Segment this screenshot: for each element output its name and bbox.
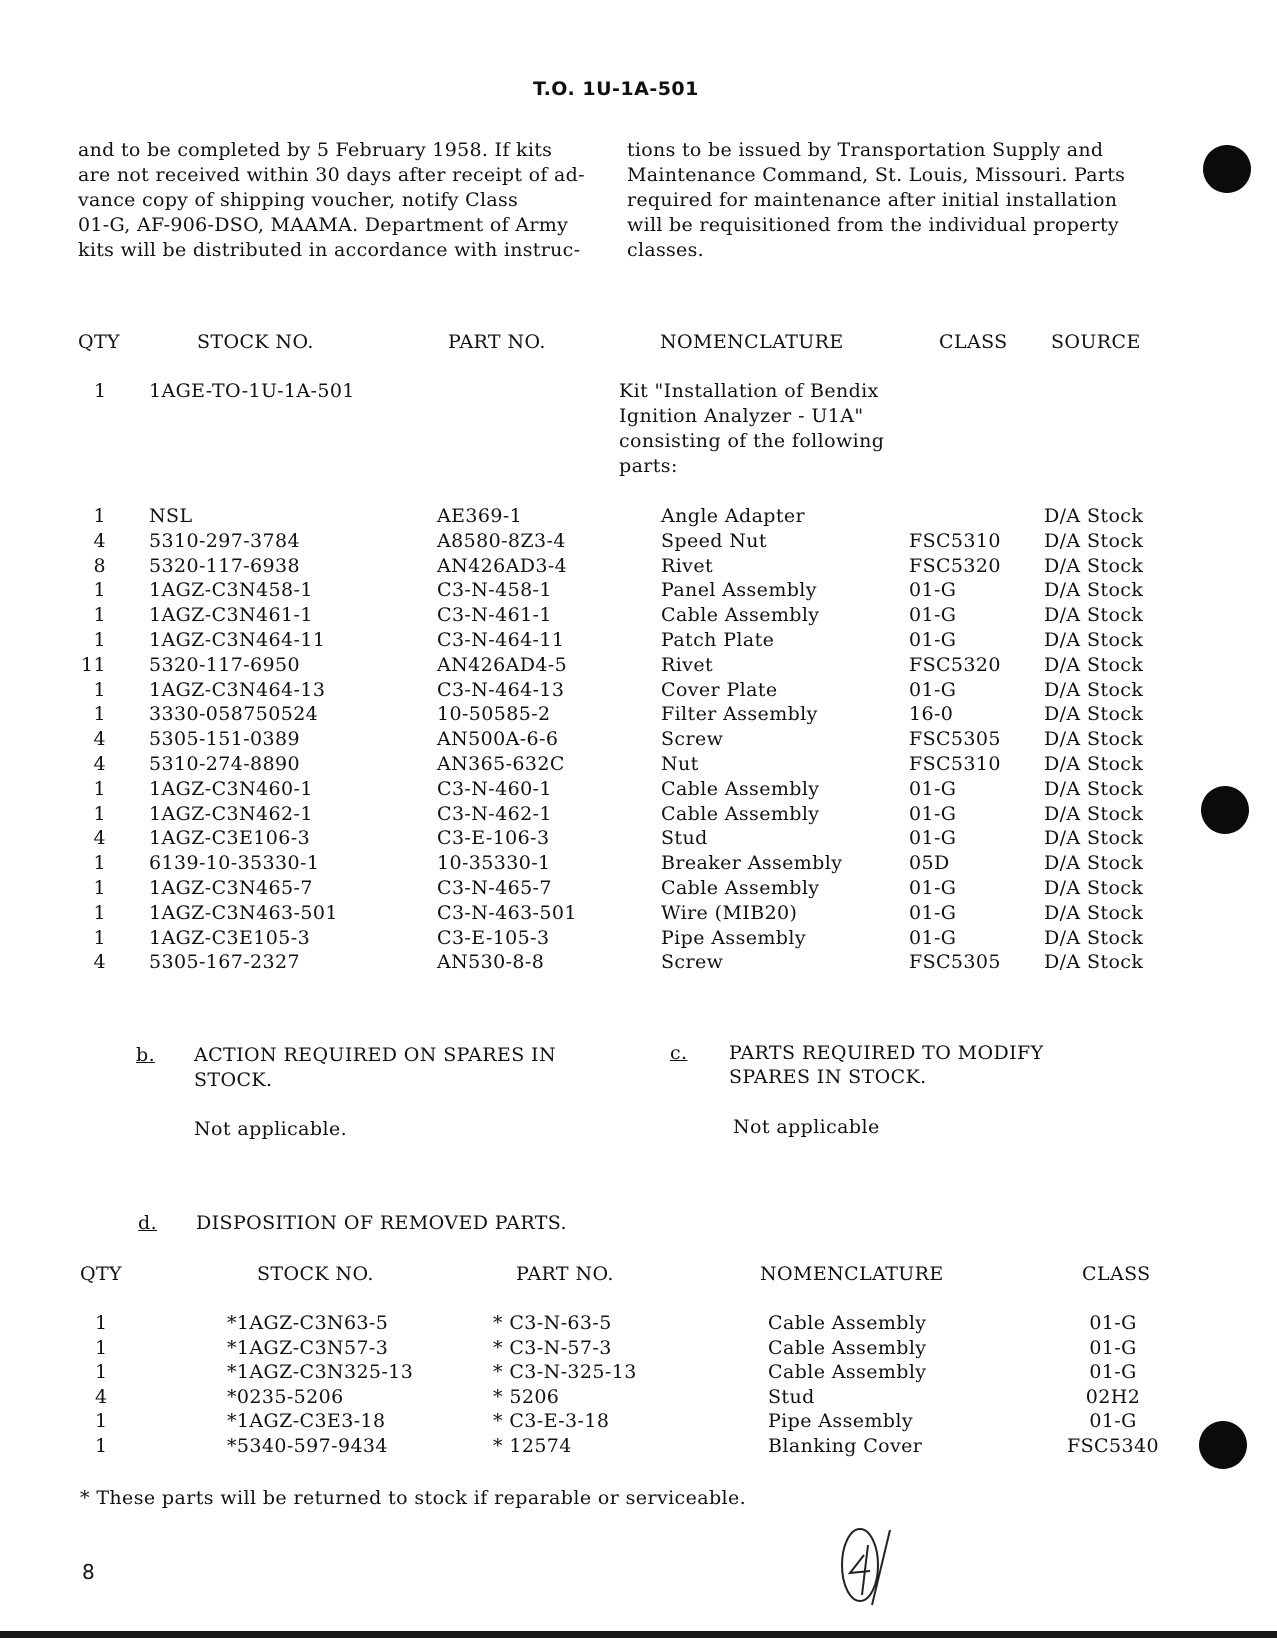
kit-cell-stock: 1AGZ-C3N465-7 xyxy=(149,877,313,899)
removed-cell-nomenclature: Blanking Cover xyxy=(768,1435,923,1457)
kit-cell-class: 01-G xyxy=(909,629,957,651)
removed-cell-stock: *1AGZ-C3N63-5 xyxy=(227,1312,389,1334)
section-d-title: DISPOSITION OF REMOVED PARTS. xyxy=(196,1212,567,1234)
document-number: T.O. 1U-1A-501 xyxy=(533,78,699,100)
removed-cell-class: 01-G xyxy=(1089,1312,1137,1334)
kit-cell-nomenclature: Pipe Assembly xyxy=(661,927,806,949)
kit-cell-qty: 1 xyxy=(93,852,106,874)
removed-cell-stock: *1AGZ-C3N57-3 xyxy=(227,1337,389,1359)
kit-cell-qty: 1 xyxy=(93,902,106,924)
kit-cell-qty: 11 xyxy=(81,654,106,676)
kit-cell-qty: 1 xyxy=(93,877,106,899)
kit-cell-source: D/A Stock xyxy=(1044,654,1144,676)
kit-cell-part: C3-N-460-1 xyxy=(437,778,552,800)
removed-cell-class: 02H2 xyxy=(1085,1386,1141,1408)
handwritten-mark xyxy=(830,1525,910,1615)
kit-header-source: SOURCE xyxy=(1051,331,1141,353)
kit-cell-stock: 5305-167-2327 xyxy=(149,951,301,973)
kit-cell-class: 01-G xyxy=(909,877,957,899)
kit-cell-part: C3-N-462-1 xyxy=(437,803,552,825)
kit-cell-nomenclature: Patch Plate xyxy=(661,629,775,651)
kit-header-stock: STOCK NO. xyxy=(197,331,314,353)
kit-cell-stock: 5320-117-6938 xyxy=(149,555,301,577)
kit-cell-stock: 1AGZ-C3N461-1 xyxy=(149,604,313,626)
section-c-title-line2: SPARES IN STOCK. xyxy=(729,1066,927,1088)
kit-cell-qty: 1 xyxy=(93,679,106,701)
removed-cell-qty: 1 xyxy=(95,1337,108,1359)
kit-header-part: PART NO. xyxy=(448,331,546,353)
section-c-body: Not applicable xyxy=(733,1116,880,1138)
removed-cell-qty: 1 xyxy=(95,1361,108,1383)
removed-cell-nomenclature: Cable Assembly xyxy=(768,1337,927,1359)
kit-cell-nomenclature: Cable Assembly xyxy=(661,604,820,626)
removed-cell-qty: 1 xyxy=(95,1410,108,1432)
section-b-letter: b. xyxy=(136,1044,156,1066)
kit-cell-stock: 1AGZ-C3N464-11 xyxy=(149,629,326,651)
kit-cell-class: 01-G xyxy=(909,827,957,849)
kit-cell-class: FSC5305 xyxy=(909,951,1001,973)
removed-header-part: PART NO. xyxy=(516,1263,614,1285)
kit-desc-line: Ignition Analyzer - U1A" xyxy=(619,405,864,427)
footnote: * These parts will be returned to stock if reparable or serviceable. xyxy=(80,1487,747,1509)
kit-cell-nomenclature: Cable Assembly xyxy=(661,877,820,899)
kit-cell-part: 10-50585-2 xyxy=(437,703,551,725)
kit-cell-source: D/A Stock xyxy=(1044,579,1144,601)
kit-cell-class: FSC5305 xyxy=(909,728,1001,750)
kit-cell-part: AN500A-6-6 xyxy=(437,728,559,750)
section-b-title-line2: STOCK. xyxy=(194,1069,273,1091)
removed-cell-stock: *1AGZ-C3E3-18 xyxy=(227,1410,386,1432)
kit-cell-stock: 5310-297-3784 xyxy=(149,530,301,552)
kit-cell-class: FSC5310 xyxy=(909,753,1001,775)
kit-cell-qty: 1 xyxy=(93,778,106,800)
kit-cell-part: AN426AD4-5 xyxy=(437,654,568,676)
kit-cell-source: D/A Stock xyxy=(1044,629,1144,651)
kit-cell-part: C3-N-465-7 xyxy=(437,877,552,899)
kit-cell-stock: NSL xyxy=(149,505,193,527)
kit-cell-source: D/A Stock xyxy=(1044,927,1144,949)
removed-cell-stock: *5340-597-9434 xyxy=(227,1435,388,1457)
kit-cell-qty: 1 xyxy=(93,579,106,601)
kit-cell-stock: 6139-10-35330-1 xyxy=(149,852,320,874)
kit-cell-nomenclature: Cable Assembly xyxy=(661,803,820,825)
kit-cell-source: D/A Stock xyxy=(1044,703,1144,725)
removed-cell-nomenclature: Cable Assembly xyxy=(768,1312,927,1334)
kit-cell-class: 16-0 xyxy=(909,703,954,725)
scan-edge xyxy=(0,1631,1277,1638)
kit-cell-part: 10-35330-1 xyxy=(437,852,551,874)
removed-cell-class: 01-G xyxy=(1089,1410,1137,1432)
kit-cell-stock: 1AGZ-C3E106-3 xyxy=(149,827,311,849)
kit-cell-nomenclature: Filter Assembly xyxy=(661,703,818,725)
removed-header-class: CLASS xyxy=(1082,1263,1151,1285)
kit-cell-source: D/A Stock xyxy=(1044,827,1144,849)
kit-stock: 1AGE-TO-1U-1A-501 xyxy=(149,380,355,402)
kit-cell-part: C3-N-458-1 xyxy=(437,579,552,601)
kit-cell-class: 01-G xyxy=(909,604,957,626)
section-c-title-line1: PARTS REQUIRED TO MODIFY xyxy=(729,1042,1044,1064)
removed-cell-class: 01-G xyxy=(1089,1361,1137,1383)
kit-cell-source: D/A Stock xyxy=(1044,951,1144,973)
kit-cell-nomenclature: Nut xyxy=(661,753,699,775)
removed-cell-stock: *1AGZ-C3N325-13 xyxy=(227,1361,414,1383)
kit-cell-part: AN426AD3-4 xyxy=(437,555,568,577)
kit-cell-stock: 3330-058750524 xyxy=(149,703,319,725)
kit-cell-nomenclature: Wire (MIB20) xyxy=(661,902,798,924)
kit-cell-qty: 4 xyxy=(93,951,106,973)
kit-cell-part: C3-N-463-501 xyxy=(437,902,577,924)
kit-cell-source: D/A Stock xyxy=(1044,778,1144,800)
kit-cell-source: D/A Stock xyxy=(1044,530,1144,552)
kit-cell-class: 05D xyxy=(909,852,950,874)
kit-cell-qty: 4 xyxy=(93,530,106,552)
kit-cell-part: C3-N-464-11 xyxy=(437,629,565,651)
kit-cell-nomenclature: Screw xyxy=(661,951,724,973)
removed-cell-nomenclature: Stud xyxy=(768,1386,815,1408)
kit-cell-part: C3-E-106-3 xyxy=(437,827,550,849)
kit-cell-stock: 5320-117-6950 xyxy=(149,654,301,676)
kit-cell-qty: 4 xyxy=(93,827,106,849)
kit-cell-part: C3-N-461-1 xyxy=(437,604,552,626)
intro-left-paragraph: and to be completed by 5 February 1958. If kits are not received within 30 days after receipt of ad- vance copy of shipping voucher, notify Class 01-G, AF-906-DSO, MAAMA. Department of Army kits will be distributed in accordance with instruc- xyxy=(78,139,585,261)
kit-cell-stock: 1AGZ-C3N464-13 xyxy=(149,679,326,701)
removed-cell-part: * C3-E-3-18 xyxy=(493,1410,610,1432)
kit-cell-source: D/A Stock xyxy=(1044,505,1144,527)
removed-cell-class: 01-G xyxy=(1089,1337,1137,1359)
kit-cell-class: FSC5310 xyxy=(909,530,1001,552)
section-d-letter: d. xyxy=(138,1212,158,1234)
removed-cell-class: FSC5340 xyxy=(1067,1435,1159,1457)
kit-cell-stock: 1AGZ-C3N460-1 xyxy=(149,778,313,800)
kit-cell-class: FSC5320 xyxy=(909,654,1001,676)
binder-hole xyxy=(1201,786,1249,834)
removed-cell-nomenclature: Pipe Assembly xyxy=(768,1410,913,1432)
kit-cell-class: 01-G xyxy=(909,902,957,924)
kit-cell-class: 01-G xyxy=(909,679,957,701)
kit-cell-stock: 1AGZ-C3N458-1 xyxy=(149,579,313,601)
kit-cell-source: D/A Stock xyxy=(1044,877,1144,899)
kit-cell-qty: 8 xyxy=(93,555,106,577)
removed-header-qty: QTY xyxy=(80,1263,122,1285)
removed-cell-nomenclature: Cable Assembly xyxy=(768,1361,927,1383)
kit-cell-source: D/A Stock xyxy=(1044,902,1144,924)
removed-cell-part: * 12574 xyxy=(493,1435,572,1457)
kit-cell-source: D/A Stock xyxy=(1044,555,1144,577)
kit-cell-nomenclature: Angle Adapter xyxy=(661,505,806,527)
intro-right-paragraph: tions to be issued by Transportation Supply and Maintenance Command, St. Louis, Missouri. Parts required for maintenance after initial installation will be requisitioned from the individual property classes. xyxy=(627,139,1126,261)
kit-cell-stock: 1AGZ-C3N463-501 xyxy=(149,902,338,924)
kit-cell-part: C3-N-464-13 xyxy=(437,679,565,701)
kit-cell-source: D/A Stock xyxy=(1044,852,1144,874)
removed-cell-qty: 1 xyxy=(95,1312,108,1334)
kit-cell-qty: 1 xyxy=(93,629,106,651)
kit-cell-stock: 5305-151-0389 xyxy=(149,728,301,750)
kit-cell-nomenclature: Speed Nut xyxy=(661,530,767,552)
kit-cell-part: AE369-1 xyxy=(437,505,523,527)
removed-cell-part: * C3-N-325-13 xyxy=(493,1361,637,1383)
kit-cell-class: 01-G xyxy=(909,579,957,601)
removed-header-nomenclature: NOMENCLATURE xyxy=(760,1263,944,1285)
kit-cell-part: AN530-8-8 xyxy=(437,951,545,973)
kit-cell-nomenclature: Cover Plate xyxy=(661,679,778,701)
kit-cell-nomenclature: Stud xyxy=(661,827,708,849)
kit-desc-line: consisting of the following xyxy=(619,430,885,452)
kit-cell-nomenclature: Rivet xyxy=(661,555,713,577)
kit-cell-class: 01-G xyxy=(909,803,957,825)
removed-header-stock: STOCK NO. xyxy=(257,1263,374,1285)
removed-cell-qty: 1 xyxy=(95,1435,108,1457)
kit-cell-source: D/A Stock xyxy=(1044,728,1144,750)
kit-cell-nomenclature: Rivet xyxy=(661,654,713,676)
removed-cell-part: * C3-N-57-3 xyxy=(493,1337,612,1359)
kit-cell-qty: 1 xyxy=(93,803,106,825)
kit-cell-source: D/A Stock xyxy=(1044,604,1144,626)
kit-cell-nomenclature: Cable Assembly xyxy=(661,778,820,800)
kit-cell-nomenclature: Breaker Assembly xyxy=(661,852,843,874)
kit-cell-class: FSC5320 xyxy=(909,555,1001,577)
section-c-letter: c. xyxy=(670,1042,688,1064)
kit-cell-nomenclature: Panel Assembly xyxy=(661,579,817,601)
removed-cell-qty: 4 xyxy=(95,1386,108,1408)
section-b-title-line1: ACTION REQUIRED ON SPARES IN xyxy=(194,1044,556,1066)
kit-cell-qty: 4 xyxy=(93,728,106,750)
kit-cell-part: C3-E-105-3 xyxy=(437,927,550,949)
kit-header-class: CLASS xyxy=(939,331,1008,353)
kit-cell-nomenclature: Screw xyxy=(661,728,724,750)
kit-cell-stock: 5310-274-8890 xyxy=(149,753,301,775)
kit-cell-part: AN365-632C xyxy=(437,753,565,775)
kit-cell-qty: 4 xyxy=(93,753,106,775)
kit-cell-stock: 1AGZ-C3N462-1 xyxy=(149,803,313,825)
kit-cell-part: A8580-8Z3-4 xyxy=(437,530,566,552)
removed-cell-part: * 5206 xyxy=(493,1386,560,1408)
binder-hole xyxy=(1199,1421,1247,1469)
kit-desc-line: parts: xyxy=(619,455,678,477)
kit-cell-source: D/A Stock xyxy=(1044,679,1144,701)
section-b-body: Not applicable. xyxy=(194,1118,348,1140)
removed-cell-stock: *0235-5206 xyxy=(227,1386,344,1408)
kit-cell-class: 01-G xyxy=(909,927,957,949)
kit-header-qty: QTY xyxy=(78,331,120,353)
kit-cell-stock: 1AGZ-C3E105-3 xyxy=(149,927,311,949)
kit-cell-source: D/A Stock xyxy=(1044,803,1144,825)
page-number: 8 xyxy=(82,1560,95,1584)
kit-cell-class: 01-G xyxy=(909,778,957,800)
kit-cell-qty: 1 xyxy=(93,604,106,626)
kit-cell-qty: 1 xyxy=(93,703,106,725)
kit-cell-source: D/A Stock xyxy=(1044,753,1144,775)
kit-cell-qty: 1 xyxy=(93,505,106,527)
removed-cell-part: * C3-N-63-5 xyxy=(493,1312,612,1334)
kit-qty: 1 xyxy=(94,380,107,402)
kit-desc-line: Kit "Installation of Bendix xyxy=(619,380,879,402)
binder-hole xyxy=(1203,145,1251,193)
kit-cell-qty: 1 xyxy=(93,927,106,949)
kit-header-nomenclature: NOMENCLATURE xyxy=(660,331,844,353)
